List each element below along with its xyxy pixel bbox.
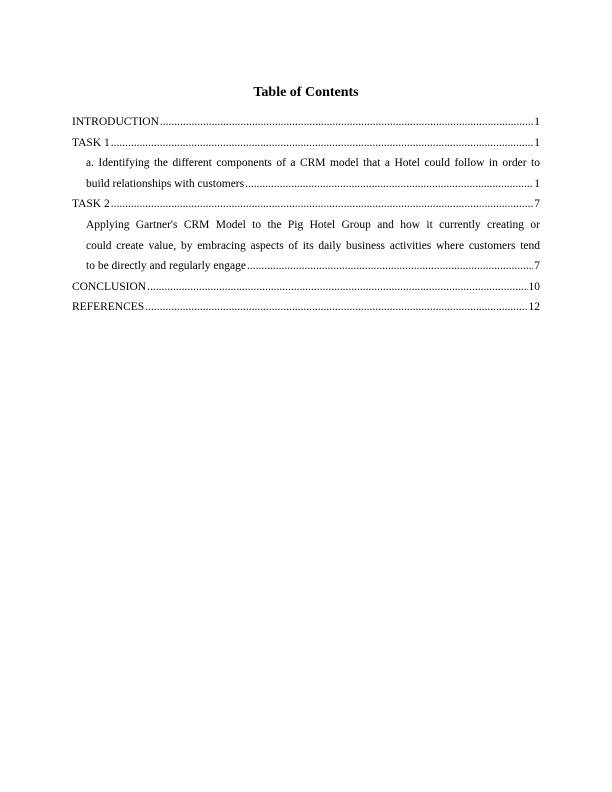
toc-entry-references[interactable] <box>72 297 540 318</box>
toc-entry-label: build relationships with customers <box>86 177 245 190</box>
toc-page-number: 1 <box>534 116 540 128</box>
toc-page-number: 12 <box>528 301 540 314</box>
toc-entry-conclusion[interactable] <box>72 277 540 298</box>
toc-entry-line: could create value, by embracing aspects of its daily business activities where customers tend <box>86 239 540 252</box>
toc-entry-label: TASK 1 <box>72 136 110 149</box>
toc-leader <box>160 112 533 133</box>
toc-entry-label: INTRODUCTION <box>72 116 159 128</box>
toc-leader <box>147 277 527 298</box>
toc-entry-label: to be directly and regularly engage <box>86 260 246 273</box>
toc-entry-line: a. Identifying the different components of a CRM model that a Hotel could follow in order to <box>86 157 540 170</box>
toc-page-number: 1 <box>534 136 540 149</box>
toc-entry-label: REFERENCES <box>72 301 145 314</box>
toc-entry-task-2[interactable] <box>72 194 540 215</box>
toc-entry-final-line <box>86 174 540 195</box>
toc-leader <box>111 194 534 215</box>
toc-leader <box>245 174 533 195</box>
toc-entry-label: CONCLUSION <box>72 280 147 293</box>
toc-page-number: 7 <box>534 198 540 211</box>
toc-entry-introduction[interactable] <box>72 112 540 133</box>
toc-entry-task-1[interactable] <box>72 133 540 154</box>
toc-page-number: 10 <box>528 280 540 293</box>
toc-page-number: 1 <box>534 177 540 190</box>
toc-entry-task-1a[interactable] <box>72 153 540 194</box>
toc-leader <box>145 297 527 318</box>
toc-list <box>72 112 540 318</box>
toc-leader <box>111 133 534 154</box>
toc-entry-final-line <box>86 256 540 277</box>
toc-title: Table of Contents <box>253 85 359 100</box>
toc-page-number: 7 <box>534 260 540 273</box>
toc-entry-task-2a[interactable] <box>72 215 540 277</box>
toc-leader <box>247 256 533 277</box>
toc-entry-line: Applying Gartner's CRM Model to the Pig Hotel Group and how it currently creating or <box>86 218 540 231</box>
toc-entry-label: TASK 2 <box>72 198 110 211</box>
